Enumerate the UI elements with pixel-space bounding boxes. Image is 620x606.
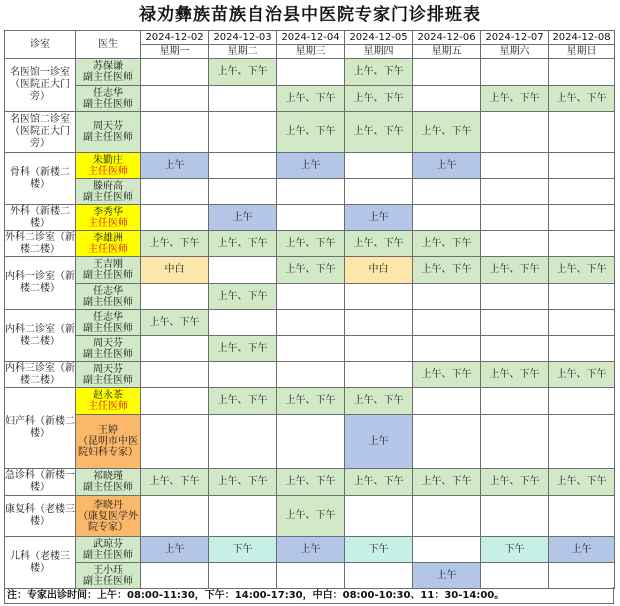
department-cell: 外科（新楼二楼） — [5, 205, 76, 231]
schedule-cell — [481, 153, 549, 179]
schedule-cell — [209, 563, 277, 589]
doctor-name: 赵永茶 — [93, 390, 123, 401]
header-date: 2024-12-02 — [141, 31, 209, 45]
department-cell: 妇产科（新楼二楼） — [5, 388, 76, 469]
schedule-cell — [209, 153, 277, 179]
doctor-cell — [76, 153, 141, 179]
doctor-title: 副主任医师 — [83, 374, 133, 386]
schedule-cell — [277, 284, 345, 310]
schedule-cell: 上午、下午 — [209, 336, 277, 362]
schedule-cell: 上午、下午 — [549, 469, 615, 496]
doctor-name: 任志华 — [93, 285, 123, 297]
doctor-cell — [76, 179, 141, 205]
schedule-cell: 上午、下午 — [345, 388, 413, 415]
doctor-cell — [76, 415, 141, 469]
doctor-title: 副主任医师 — [83, 322, 133, 334]
doctor-name: 苏保谦 — [93, 61, 123, 72]
department-cell: 内科一诊室（新楼二楼） — [5, 257, 76, 310]
schedule-cell — [549, 179, 615, 205]
schedule-cell — [549, 336, 615, 362]
schedule-cell — [209, 112, 277, 153]
header-weekday: 星期五 — [413, 45, 481, 59]
schedule-cell — [277, 563, 345, 589]
schedule-cell: 上午、下午 — [345, 112, 413, 153]
doctor-name: 任志华 — [93, 311, 123, 323]
schedule-cell — [345, 179, 413, 205]
doctor-cell — [76, 112, 141, 153]
schedule-cell — [549, 153, 615, 179]
schedule-cell — [549, 284, 615, 310]
schedule-cell — [549, 310, 615, 336]
schedule-cell: 上午、下午 — [277, 257, 345, 284]
doctor-title: （昆明市中医院妇科专家） — [78, 436, 138, 458]
doctor-name: 王婷 — [98, 425, 118, 436]
schedule-cell — [481, 179, 549, 205]
doctor-title: 副主任医师 — [83, 348, 133, 360]
doctor-cell — [76, 469, 141, 496]
doctor-title: 主任医师 — [88, 401, 128, 412]
doctor-title: 副主任医师 — [83, 549, 133, 561]
department-cell: 名医馆一诊室（医院正大门旁） — [5, 59, 76, 112]
header-date: 2024-12-07 — [481, 31, 549, 45]
doctor-cell — [76, 59, 141, 86]
doctor-title: 副主任医师 — [83, 270, 133, 281]
schedule-cell: 上午 — [413, 563, 481, 589]
header-weekday: 星期四 — [345, 45, 413, 59]
schedule-cell — [413, 537, 481, 563]
schedule-cell: 上午、下午 — [413, 231, 481, 257]
schedule-cell — [481, 112, 549, 153]
schedule-cell — [481, 496, 549, 537]
schedule-cell — [549, 59, 615, 86]
schedule-cell: 上午、下午 — [481, 469, 549, 496]
doctor-title: （康复医学外院专家） — [78, 510, 138, 533]
schedule-cell: 上午 — [413, 153, 481, 179]
schedule-cell — [549, 563, 615, 589]
header-date: 2024-12-05 — [345, 31, 413, 45]
schedule-cell: 中白 — [141, 257, 209, 284]
schedule-cell: 下午 — [345, 537, 413, 563]
schedule-cell — [345, 563, 413, 589]
schedule-cell: 上午、下午 — [141, 469, 209, 496]
doctor-title: 主任医师 — [88, 243, 128, 255]
department-cell: 内科三诊室（新楼二楼） — [5, 362, 75, 386]
schedule-cell: 上午、下午 — [549, 86, 615, 112]
page-title: 禄劝彝族苗族自治县中医院专家门诊排班表 — [139, 5, 481, 25]
schedule-cell: 上午 — [549, 537, 615, 563]
header-weekday: 星期日 — [549, 45, 615, 59]
schedule-cell: 上午、下午 — [413, 469, 481, 496]
doctor-name: 朱勤庄 — [93, 154, 123, 166]
schedule-cell: 上午、下午 — [277, 469, 345, 496]
department-cell: 急诊科（新楼一楼） — [5, 469, 76, 496]
schedule-cell — [413, 179, 481, 205]
department-cell: 骨科（新楼二楼） — [5, 153, 76, 205]
schedule-cell: 下午 — [481, 537, 549, 563]
schedule-cell: 上午、下午 — [141, 231, 209, 257]
header-date: 2024-12-04 — [277, 31, 345, 45]
schedule-cell — [209, 415, 277, 469]
schedule-cell: 上午、下午 — [481, 257, 549, 284]
schedule-cell: 中白 — [345, 257, 413, 284]
doctor-cell — [76, 284, 141, 310]
schedule-cell: 上午、下午 — [277, 112, 345, 153]
schedule-cell — [141, 205, 209, 231]
schedule-cell — [277, 310, 345, 336]
doctor-title: 副主任医师 — [83, 575, 133, 587]
department-cell: 名医馆二诊室（医院正大门旁） — [5, 112, 76, 153]
doctor-cell — [76, 336, 141, 362]
schedule-cell: 上午 — [345, 205, 413, 231]
schedule-cell — [141, 86, 209, 112]
doctor-cell — [76, 231, 141, 257]
doctor-cell — [76, 86, 141, 112]
schedule-cell: 上午、下午 — [549, 257, 615, 284]
schedule-cell — [413, 310, 481, 336]
schedule-cell — [345, 496, 413, 537]
doctor-cell — [76, 563, 141, 589]
schedule-cell — [209, 362, 277, 388]
schedule-cell — [413, 86, 481, 112]
doctor-title: 副主任医师 — [83, 98, 133, 110]
schedule-cell — [141, 388, 209, 415]
schedule-cell — [345, 310, 413, 336]
header-weekday: 星期六 — [481, 45, 549, 59]
schedule-cell: 上午、下午 — [481, 362, 549, 388]
schedule-cell — [549, 112, 615, 153]
schedule-cell: 上午、下午 — [141, 310, 209, 336]
schedule-cell — [141, 112, 209, 153]
doctor-name: 滕府高 — [93, 180, 123, 192]
schedule-cell — [413, 336, 481, 362]
doctor-name: 周天芬 — [93, 121, 123, 132]
schedule-cell — [549, 231, 615, 257]
schedule-cell — [277, 59, 345, 86]
schedule-cell — [141, 59, 209, 86]
schedule-cell — [345, 336, 413, 362]
schedule-cell — [345, 284, 413, 310]
schedule-cell — [141, 496, 209, 537]
schedule-cell — [481, 336, 549, 362]
schedule-cell: 上午、下午 — [209, 284, 277, 310]
doctor-title: 副主任医师 — [83, 72, 133, 83]
schedule-cell — [549, 388, 615, 415]
schedule-cell — [209, 86, 277, 112]
schedule-cell — [141, 284, 209, 310]
schedule-cell: 上午、下午 — [345, 231, 413, 257]
schedule-cell — [141, 362, 209, 388]
doctor-cell — [76, 537, 141, 563]
schedule-cell — [345, 362, 413, 388]
schedule-cell: 上午、下午 — [413, 112, 481, 153]
schedule-cell: 上午、下午 — [413, 257, 481, 284]
schedule-cell: 上午、下午 — [209, 231, 277, 257]
schedule-cell: 上午、下午 — [209, 59, 277, 86]
schedule-cell: 下午 — [209, 537, 277, 563]
schedule-cell — [413, 284, 481, 310]
schedule-cell — [413, 388, 481, 415]
schedule-cell — [413, 415, 481, 469]
header-weekday: 星期二 — [209, 45, 277, 59]
schedule-cell: 上午 — [277, 537, 345, 563]
schedule-cell — [481, 284, 549, 310]
doctor-title: 主任医师 — [88, 165, 128, 177]
schedule-cell: 上午、下午 — [345, 86, 413, 112]
schedule-cell: 上午、下午 — [209, 388, 277, 415]
schedule-cell: 上午 — [345, 415, 413, 469]
doctor-cell — [76, 388, 141, 415]
schedule-cell — [549, 415, 615, 469]
doctor-name: 任志华 — [93, 87, 123, 99]
schedule-note: 注：专家出诊时间：上午：08:00-11:30，下午：14:00-17:30，中白：08:00-10:30、11：30-14:00。 — [4, 587, 614, 604]
department-cell: 儿科（老楼三楼） — [5, 537, 76, 589]
doctor-cell — [76, 362, 141, 388]
schedule-cell: 上午、下午 — [549, 362, 615, 388]
schedule-cell — [277, 205, 345, 231]
doctor-cell — [76, 310, 141, 336]
schedule-cell — [549, 496, 615, 537]
schedule-cell: 上午、下午 — [345, 59, 413, 86]
schedule-cell: 上午、下午 — [277, 86, 345, 112]
department-cell: 内科二诊室（新楼二楼） — [5, 310, 76, 362]
schedule-cell — [413, 59, 481, 86]
schedule-cell — [141, 336, 209, 362]
department-cell: 外科二诊室（新楼二楼） — [5, 231, 75, 255]
doctor-name: 王吉刚 — [93, 259, 123, 270]
schedule-cell — [413, 496, 481, 537]
schedule-cell — [141, 179, 209, 205]
doctor-title: 副主任医师 — [83, 482, 133, 493]
header-date: 2024-12-03 — [209, 31, 277, 45]
doctor-title: 副主任医师 — [83, 132, 133, 143]
schedule-cell — [277, 336, 345, 362]
schedule-table — [4, 30, 615, 589]
doctor-name: 李雄洲 — [93, 232, 123, 244]
schedule-cell — [481, 388, 549, 415]
schedule-cell: 上午 — [141, 153, 209, 179]
header-date: 2024-12-08 — [549, 31, 615, 45]
header-department: 诊室 — [5, 31, 76, 59]
header-weekday: 星期一 — [141, 45, 209, 59]
doctor-title: 副主任医师 — [83, 296, 133, 308]
schedule-cell — [277, 179, 345, 205]
doctor-name: 王小珏 — [93, 564, 123, 576]
doctor-name: 李秀华 — [93, 206, 123, 218]
doctor-title: 主任医师 — [88, 217, 128, 229]
doctor-name: 武琼芬 — [93, 538, 123, 550]
doctor-title: 副主任医师 — [83, 191, 133, 203]
schedule-cell: 上午、下午 — [413, 362, 481, 388]
doctor-cell — [76, 496, 141, 537]
schedule-cell — [141, 415, 209, 469]
schedule-cell: 上午、下午 — [277, 231, 345, 257]
header-weekday: 星期三 — [277, 45, 345, 59]
doctor-name: 李晓丹 — [93, 499, 123, 511]
schedule-cell: 上午、下午 — [209, 469, 277, 496]
schedule-cell — [481, 59, 549, 86]
doctor-name: 周天芬 — [93, 363, 123, 375]
schedule-cell — [413, 205, 481, 231]
schedule-cell — [209, 310, 277, 336]
schedule-cell: 上午、下午 — [481, 86, 549, 112]
schedule-cell: 上午、下午 — [277, 388, 345, 415]
schedule-cell: 上午 — [209, 205, 277, 231]
header-doctor: 医生 — [76, 31, 141, 59]
schedule-cell — [209, 496, 277, 537]
schedule-cell — [277, 362, 345, 388]
schedule-cell: 上午 — [141, 537, 209, 563]
doctor-cell — [76, 257, 141, 284]
schedule-cell — [481, 310, 549, 336]
schedule-cell — [549, 205, 615, 231]
schedule-cell — [345, 153, 413, 179]
schedule-cell — [277, 415, 345, 469]
schedule-cell: 上午、下午 — [345, 469, 413, 496]
schedule-cell: 上午、下午 — [277, 496, 345, 537]
schedule-cell — [141, 563, 209, 589]
header-date: 2024-12-06 — [413, 31, 481, 45]
doctor-name: 祁晓瑾 — [93, 471, 123, 482]
schedule-cell — [481, 563, 549, 589]
schedule-cell — [481, 205, 549, 231]
doctor-name: 周天芬 — [93, 337, 123, 349]
department-cell: 康复科（老楼三楼） — [5, 496, 76, 537]
schedule-cell: 上午 — [277, 153, 345, 179]
schedule-cell — [481, 231, 549, 257]
schedule-cell — [209, 179, 277, 205]
schedule-cell — [481, 415, 549, 469]
schedule-cell — [209, 257, 277, 284]
doctor-cell — [76, 205, 141, 231]
